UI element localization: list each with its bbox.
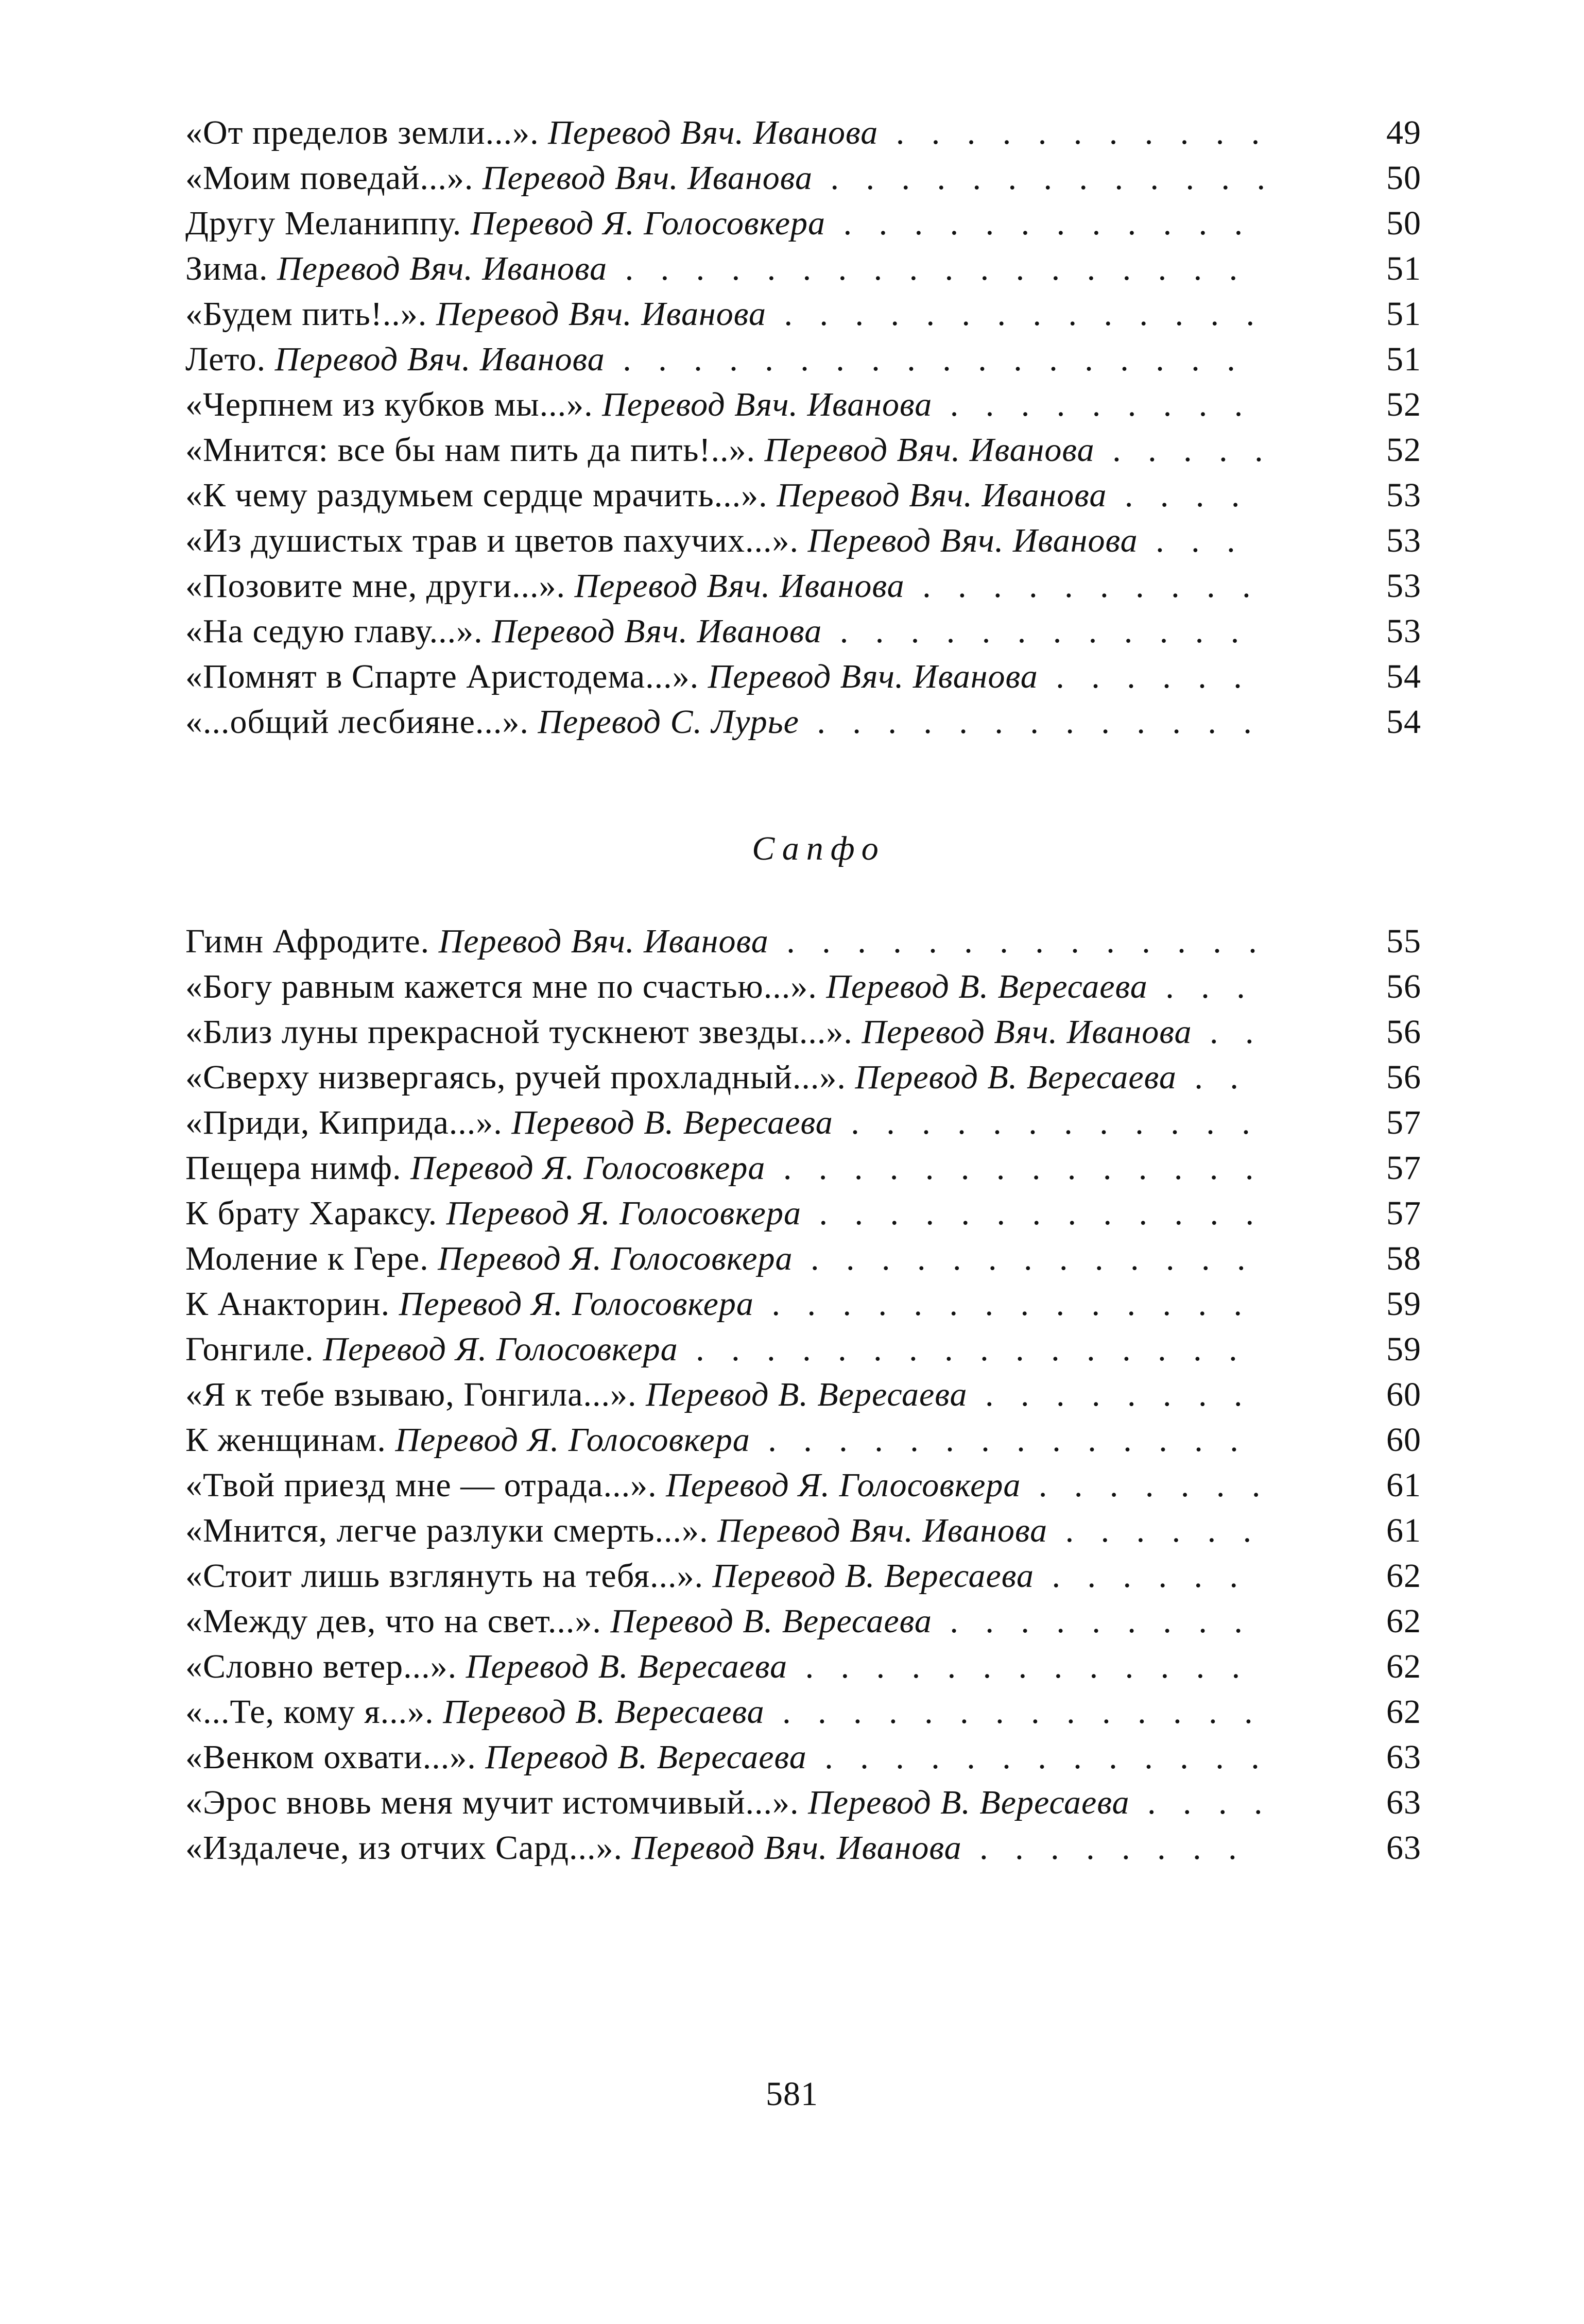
dot-leader: . . . . . . — [1047, 1512, 1261, 1549]
toc-entry — [185, 110, 1421, 156]
toc-entry — [185, 964, 1421, 1010]
poem-title: Моление к Гере. — [185, 1240, 429, 1277]
dot-leader: . . . . . . . . . . . . — [822, 612, 1249, 650]
toc-entry-text — [185, 699, 1278, 745]
toc-page-number: 56 — [1386, 1013, 1421, 1051]
poem-title: «Близ луны прекрасной тускнеют звезды...». — [185, 1013, 853, 1051]
translator-credit: Перевод Вяч. Иванова — [602, 386, 933, 423]
dot-leader: . . . . — [1129, 1784, 1272, 1821]
poem-title: «...общий лесбияне...». — [185, 703, 529, 741]
toc-entry — [185, 518, 1421, 563]
poem-title: «Приди, Киприда...». — [185, 1104, 503, 1141]
dot-leader: . . . . . . — [1038, 658, 1251, 695]
toc-page-number: 53 — [1386, 522, 1421, 559]
translator-credit: Перевод Я. Голосовкера — [395, 1421, 750, 1459]
translator-credit: Перевод Вяч. Иванова — [807, 522, 1138, 559]
translator-credit: Перевод В. Вересаева — [855, 1058, 1177, 1096]
translator-credit: Перевод Вяч. Иванова — [548, 114, 879, 151]
toc-entry-text — [185, 1780, 1278, 1825]
poem-title: Пещера нимф. — [185, 1149, 402, 1187]
toc-page-number: 58 — [1386, 1240, 1421, 1277]
dot-leader: . . . . . . . . — [967, 1376, 1252, 1413]
toc-page-number: 61 — [1386, 1512, 1421, 1549]
toc-page-number: 51 — [1386, 295, 1421, 333]
poem-title: «Я к тебе взываю, Гонгила...». — [185, 1376, 637, 1413]
dot-leader: . . . . . . . . . — [932, 1602, 1252, 1640]
poem-title: К Анакторин. — [185, 1285, 390, 1323]
toc-page-number: 53 — [1386, 567, 1421, 605]
toc-entry — [185, 1055, 1421, 1100]
toc-page-number: 62 — [1386, 1648, 1421, 1685]
toc-entry-text — [185, 1146, 1278, 1191]
translator-credit: Перевод В. Вересаева — [466, 1648, 788, 1685]
toc-entry — [185, 156, 1421, 201]
poem-title: К женщинам. — [185, 1421, 386, 1459]
dot-leader: . . . . . . . — [1021, 1466, 1270, 1504]
toc-page-number: 61 — [1386, 1466, 1421, 1504]
dot-leader: . . . . . . . . . . . . . — [812, 159, 1275, 197]
toc-entry — [185, 1281, 1421, 1327]
toc-entry-text — [185, 518, 1278, 563]
toc-entry — [185, 1735, 1421, 1780]
poem-title: Лето. — [185, 340, 266, 378]
toc-entry — [185, 1780, 1421, 1825]
toc-page — [185, 110, 1421, 1871]
toc-entry — [185, 1100, 1421, 1146]
toc-entry-text — [185, 110, 1278, 156]
dot-leader: . . . . . . . . . — [932, 386, 1252, 423]
dot-leader: . . . — [1138, 522, 1245, 559]
toc-page-number: 57 — [1386, 1194, 1421, 1232]
translator-credit: Перевод В. Вересаева — [712, 1557, 1035, 1595]
toc-entry-text — [185, 563, 1278, 609]
toc-entry — [185, 1553, 1421, 1599]
toc-entry — [185, 1644, 1421, 1689]
dot-leader: . . . . . . . . . . . . . — [801, 1194, 1263, 1232]
toc-entry-text — [185, 1689, 1278, 1735]
translator-credit: Перевод Вяч. Иванова — [274, 340, 605, 378]
toc-page-number: 63 — [1386, 1738, 1421, 1776]
toc-page-number: 51 — [1386, 340, 1421, 378]
toc-page-number: 59 — [1386, 1330, 1421, 1368]
dot-leader: . . . . . . . . . . . . . — [787, 1648, 1250, 1685]
poem-title: Гимн Афродите. — [185, 922, 430, 960]
poem-title: «Богу равным кажется мне по счастью...». — [185, 968, 817, 1005]
poem-title: «Черпнем из кубков мы...». — [185, 386, 593, 423]
toc-entry-text — [185, 1281, 1278, 1327]
poem-title: «Мнится: все бы нам пить да пить!..». — [185, 431, 755, 469]
toc-entry — [185, 1146, 1421, 1191]
toc-page-number: 50 — [1386, 204, 1421, 242]
toc-entry-text — [185, 1508, 1278, 1553]
poem-title: «Позовите мне, други...». — [185, 567, 565, 605]
dot-leader: . . . . . . . . . . . — [878, 114, 1269, 151]
poem-title: «Словно ветер...». — [185, 1648, 457, 1685]
toc-entry — [185, 1417, 1421, 1463]
toc-page-number: 50 — [1386, 159, 1421, 197]
dot-leader: . . . . . . . . . . . . . . — [768, 922, 1266, 960]
translator-credit: Перевод Я. Голосовкера — [399, 1285, 754, 1323]
poem-title: «Будем пить!..». — [185, 295, 427, 333]
toc-entry-text — [185, 609, 1278, 654]
page-number: 581 — [766, 2075, 818, 2113]
translator-credit: Перевод В. Вересаева — [443, 1693, 765, 1731]
toc-page-number: 52 — [1386, 431, 1421, 469]
toc-entry-text — [185, 1055, 1278, 1100]
toc-page-number: 60 — [1386, 1421, 1421, 1459]
toc-entry — [185, 473, 1421, 518]
dot-leader: . . . . . . . . . . . . . . — [753, 1285, 1251, 1323]
toc-page-number: 53 — [1386, 476, 1421, 514]
translator-credit: Перевод Вяч. Иванова — [777, 476, 1107, 514]
dot-leader: . . . . . . . . . . . . . . — [750, 1421, 1248, 1459]
toc-entry — [185, 246, 1421, 292]
toc-entry — [185, 1236, 1421, 1281]
translator-credit: Перевод В. Вересаева — [610, 1602, 932, 1640]
toc-entry-text — [185, 1553, 1278, 1599]
dot-leader: . . . . . . . . . . . . . . — [766, 295, 1264, 333]
toc-entry-text — [185, 1644, 1278, 1689]
toc-page-number: 63 — [1386, 1784, 1421, 1821]
toc-page-number: 55 — [1386, 922, 1421, 960]
toc-entry-text — [185, 1327, 1278, 1372]
dot-leader: . . . . . . . . . . . . . . — [765, 1149, 1263, 1187]
toc-entry-text — [185, 1417, 1278, 1463]
poem-title: «Помнят в Спарте Аристодема...». — [185, 658, 699, 695]
toc-entry-text — [185, 201, 1278, 246]
toc-page-number: 49 — [1386, 114, 1421, 151]
translator-credit: Перевод Я. Голосовкера — [446, 1194, 801, 1232]
toc-entry — [185, 1825, 1421, 1871]
toc-page-number: 54 — [1386, 658, 1421, 695]
toc-entry-text — [185, 1372, 1278, 1417]
translator-credit: Перевод Вяч. Иванова — [717, 1512, 1048, 1549]
toc-entry-text — [185, 292, 1278, 337]
toc-entry-text — [185, 337, 1278, 382]
toc-entry — [185, 428, 1421, 473]
toc-entry — [185, 563, 1421, 609]
translator-credit: Перевод С. Лурье — [538, 703, 799, 741]
toc-page-number: 56 — [1386, 1058, 1421, 1096]
toc-entry — [185, 1508, 1421, 1553]
toc-page-number: 62 — [1386, 1693, 1421, 1731]
poem-title: «На седую главу...». — [185, 612, 483, 650]
translator-credit: Перевод В. Вересаева — [808, 1784, 1130, 1821]
toc-entry — [185, 609, 1421, 654]
toc-entry — [185, 1327, 1421, 1372]
toc-entry — [185, 1372, 1421, 1417]
poem-title: «К чему раздумьем сердце мрачить...». — [185, 476, 768, 514]
toc-entry-text — [185, 1010, 1278, 1055]
poem-title: «Твой приезд мне — отрада...». — [185, 1466, 657, 1504]
translator-credit: Перевод В. Вересаева — [646, 1376, 968, 1413]
toc-entry-text — [185, 919, 1278, 964]
translator-credit: Перевод Вяч. Иванова — [631, 1829, 962, 1867]
dot-leader: . . . — [1147, 968, 1254, 1005]
toc-entry — [185, 919, 1421, 964]
toc-entry-text — [185, 1825, 1278, 1871]
toc-list-sappho — [185, 919, 1421, 1871]
toc-entry-text — [185, 1599, 1278, 1644]
toc-entry — [185, 1463, 1421, 1508]
toc-entry-text — [185, 964, 1278, 1010]
translator-credit: Перевод Вяч. Иванова — [708, 658, 1038, 695]
dot-leader: . . . . — [1107, 476, 1249, 514]
toc-page-number: 62 — [1386, 1557, 1421, 1595]
dot-leader: . . — [1176, 1058, 1248, 1096]
toc-page-number: 62 — [1386, 1602, 1421, 1640]
translator-credit: Перевод В. Вересаева — [826, 968, 1148, 1005]
dot-leader: . . . . . . . . . . . . — [833, 1104, 1260, 1141]
dot-leader: . . . . . . . . . . . . . . . . — [678, 1330, 1247, 1368]
poem-title: «Эрос вновь меня мучит истомчивый...». — [185, 1784, 799, 1821]
toc-page-number: 63 — [1386, 1829, 1421, 1867]
toc-entry-text — [185, 1735, 1278, 1780]
toc-entry — [185, 337, 1421, 382]
poem-title: «Моим поведай...». — [185, 159, 474, 197]
dot-leader: . . . . . . . . . . . . . — [793, 1240, 1255, 1277]
toc-page-number: 57 — [1386, 1104, 1421, 1141]
section-heading-sappho: Сапфо — [752, 830, 886, 867]
toc-list-top — [185, 110, 1421, 745]
poem-title: Зима. — [185, 250, 268, 287]
poem-title: «Стоит лишь взглянуть на тебя...». — [185, 1557, 704, 1595]
toc-entry — [185, 654, 1421, 699]
toc-page-number: 53 — [1386, 612, 1421, 650]
dot-leader: . . . . . . . . . . . . . — [806, 1738, 1269, 1776]
dot-leader: . . . . . . . . . . . . . . — [764, 1693, 1262, 1731]
poem-title: «Издалече, из отчих Сард...». — [185, 1829, 623, 1867]
toc-entry-text — [185, 428, 1278, 473]
dot-leader: . . . . . . . . . . . . . . . . . . — [607, 250, 1247, 287]
dot-leader: . . . . . . . . — [961, 1829, 1246, 1867]
dot-leader: . . . . . — [1094, 431, 1272, 469]
poem-title: Гонгиле. — [185, 1330, 314, 1368]
dot-leader: . . . . . . . . . . . . . — [799, 703, 1261, 741]
dot-leader: . . . . . . . . . . . . . . . . . . — [605, 340, 1245, 378]
toc-entry-text — [185, 382, 1278, 428]
toc-entry-text — [185, 1236, 1278, 1281]
toc-entry-text — [185, 156, 1278, 201]
translator-credit: Перевод Вяч. Иванова — [277, 250, 608, 287]
toc-entry — [185, 1599, 1421, 1644]
translator-credit: Перевод Вяч. Иванова — [482, 159, 813, 197]
poem-title: «Венком охвати...». — [185, 1738, 476, 1776]
toc-page-number: 60 — [1386, 1376, 1421, 1413]
poem-title: «...Те, кому я...». — [185, 1693, 434, 1731]
toc-entry — [185, 699, 1421, 745]
toc-entry — [185, 1010, 1421, 1055]
toc-page-number: 51 — [1386, 250, 1421, 287]
toc-page-number: 52 — [1386, 386, 1421, 423]
toc-entry — [185, 1689, 1421, 1735]
translator-credit: Перевод Вяч. Иванова — [436, 295, 766, 333]
dot-leader: . . . . . . . . . . . . — [825, 204, 1252, 242]
translator-credit: Перевод В. Вересаева — [511, 1104, 833, 1141]
toc-page-number: 57 — [1386, 1149, 1421, 1187]
translator-credit: Перевод Я. Голосовкера — [438, 1240, 793, 1277]
translator-credit: Перевод Вяч. Иванова — [438, 922, 769, 960]
toc-entry-text — [185, 1463, 1278, 1508]
translator-credit: Перевод Я. Голосовкера — [323, 1330, 678, 1368]
translator-credit: Перевод Вяч. Иванова — [574, 567, 905, 605]
toc-entry — [185, 201, 1421, 246]
toc-entry-text — [185, 473, 1278, 518]
dot-leader: . . . . . . . . . . — [904, 567, 1260, 605]
translator-credit: Перевод Я. Голосовкера — [470, 204, 826, 242]
toc-entry-text — [185, 246, 1278, 292]
poem-title: «Между дев, что на свет...». — [185, 1602, 601, 1640]
toc-page-number: 56 — [1386, 968, 1421, 1005]
dot-leader: . . . . . . — [1034, 1557, 1248, 1595]
toc-entry — [185, 382, 1421, 428]
toc-entry-text — [185, 1100, 1278, 1146]
translator-credit: Перевод Вяч. Иванова — [764, 431, 1095, 469]
poem-title: «От пределов земли...». — [185, 114, 539, 151]
poem-title: «Сверху низвергаясь, ручей прохладный...». — [185, 1058, 846, 1096]
toc-entry-text — [185, 654, 1278, 699]
poem-title: К брату Хараксу. — [185, 1194, 438, 1232]
translator-credit: Перевод Вяч. Иванова — [492, 612, 822, 650]
translator-credit: Перевод Я. Голосовкера — [410, 1149, 766, 1187]
toc-entry-text — [185, 1191, 1278, 1236]
translator-credit: Перевод Вяч. Иванова — [862, 1013, 1192, 1051]
dot-leader: . . — [1192, 1013, 1263, 1051]
poem-title: «Из душистых трав и цветов пахучих...». — [185, 522, 799, 559]
toc-entry — [185, 292, 1421, 337]
poem-title: Другу Меланиппу. — [185, 204, 462, 242]
translator-credit: Перевод В. Вересаева — [485, 1738, 807, 1776]
poem-title: «Мнится, легче разлуки смерть...». — [185, 1512, 709, 1549]
translator-credit: Перевод Я. Голосовкера — [666, 1466, 1021, 1504]
toc-page-number: 59 — [1386, 1285, 1421, 1323]
toc-entry — [185, 1191, 1421, 1236]
toc-page-number: 54 — [1386, 703, 1421, 741]
